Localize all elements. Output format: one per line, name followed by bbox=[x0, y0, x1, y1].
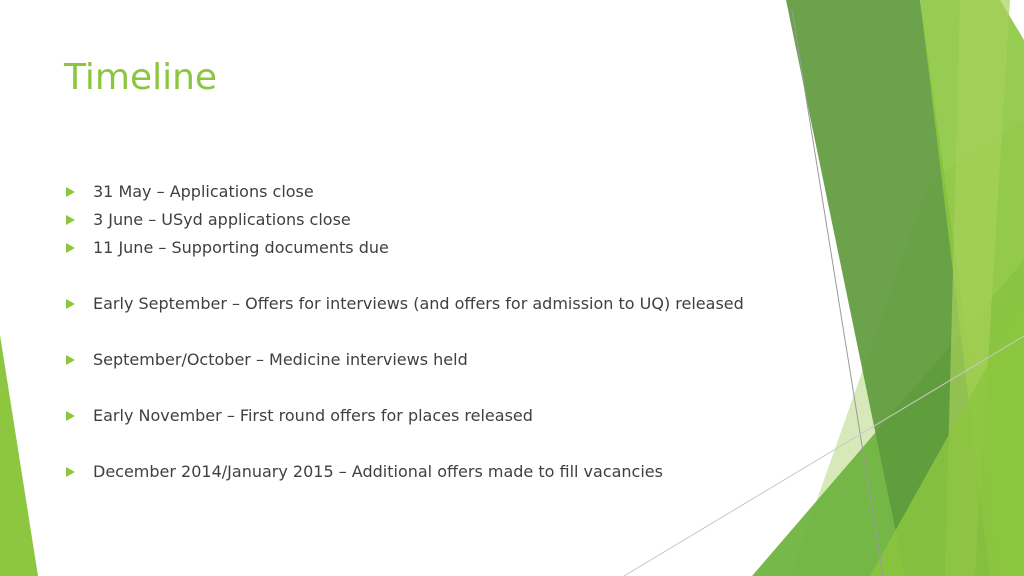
left-green-strip bbox=[0, 335, 38, 576]
slide-title: Timeline bbox=[64, 57, 218, 98]
bullet-item bbox=[64, 346, 784, 374]
bullet-item bbox=[64, 458, 784, 486]
triangle-bullet-icon bbox=[66, 215, 75, 225]
triangle-bullet-icon bbox=[66, 299, 75, 309]
timeline-list bbox=[64, 178, 784, 486]
bullet-item bbox=[64, 206, 784, 234]
bullet-item bbox=[64, 290, 784, 318]
bullet-text: September/October – Medicine interviews held bbox=[93, 350, 468, 369]
bullet-text: Early September – Offers for interviews (and offers for admission to UQ) released bbox=[93, 294, 744, 313]
bullet-text: 3 June – USyd applications close bbox=[93, 210, 351, 229]
triangle-bullet-icon bbox=[66, 467, 75, 477]
triangle-bullet-icon bbox=[66, 187, 75, 197]
triangle-bullet-icon bbox=[66, 411, 75, 421]
bullet-item bbox=[64, 402, 784, 430]
triangle-bullet-icon bbox=[66, 243, 75, 253]
bullet-text: December 2014/January 2015 – Additional offers made to fill vacancies bbox=[93, 462, 663, 481]
bullet-item bbox=[64, 178, 784, 206]
bullet-text: 11 June – Supporting documents due bbox=[93, 238, 389, 257]
triangle-bullet-icon bbox=[66, 355, 75, 365]
bullet-text: Early November – First round offers for places released bbox=[93, 406, 533, 425]
bullet-text: 31 May – Applications close bbox=[93, 182, 314, 201]
bullet-item bbox=[64, 234, 784, 262]
